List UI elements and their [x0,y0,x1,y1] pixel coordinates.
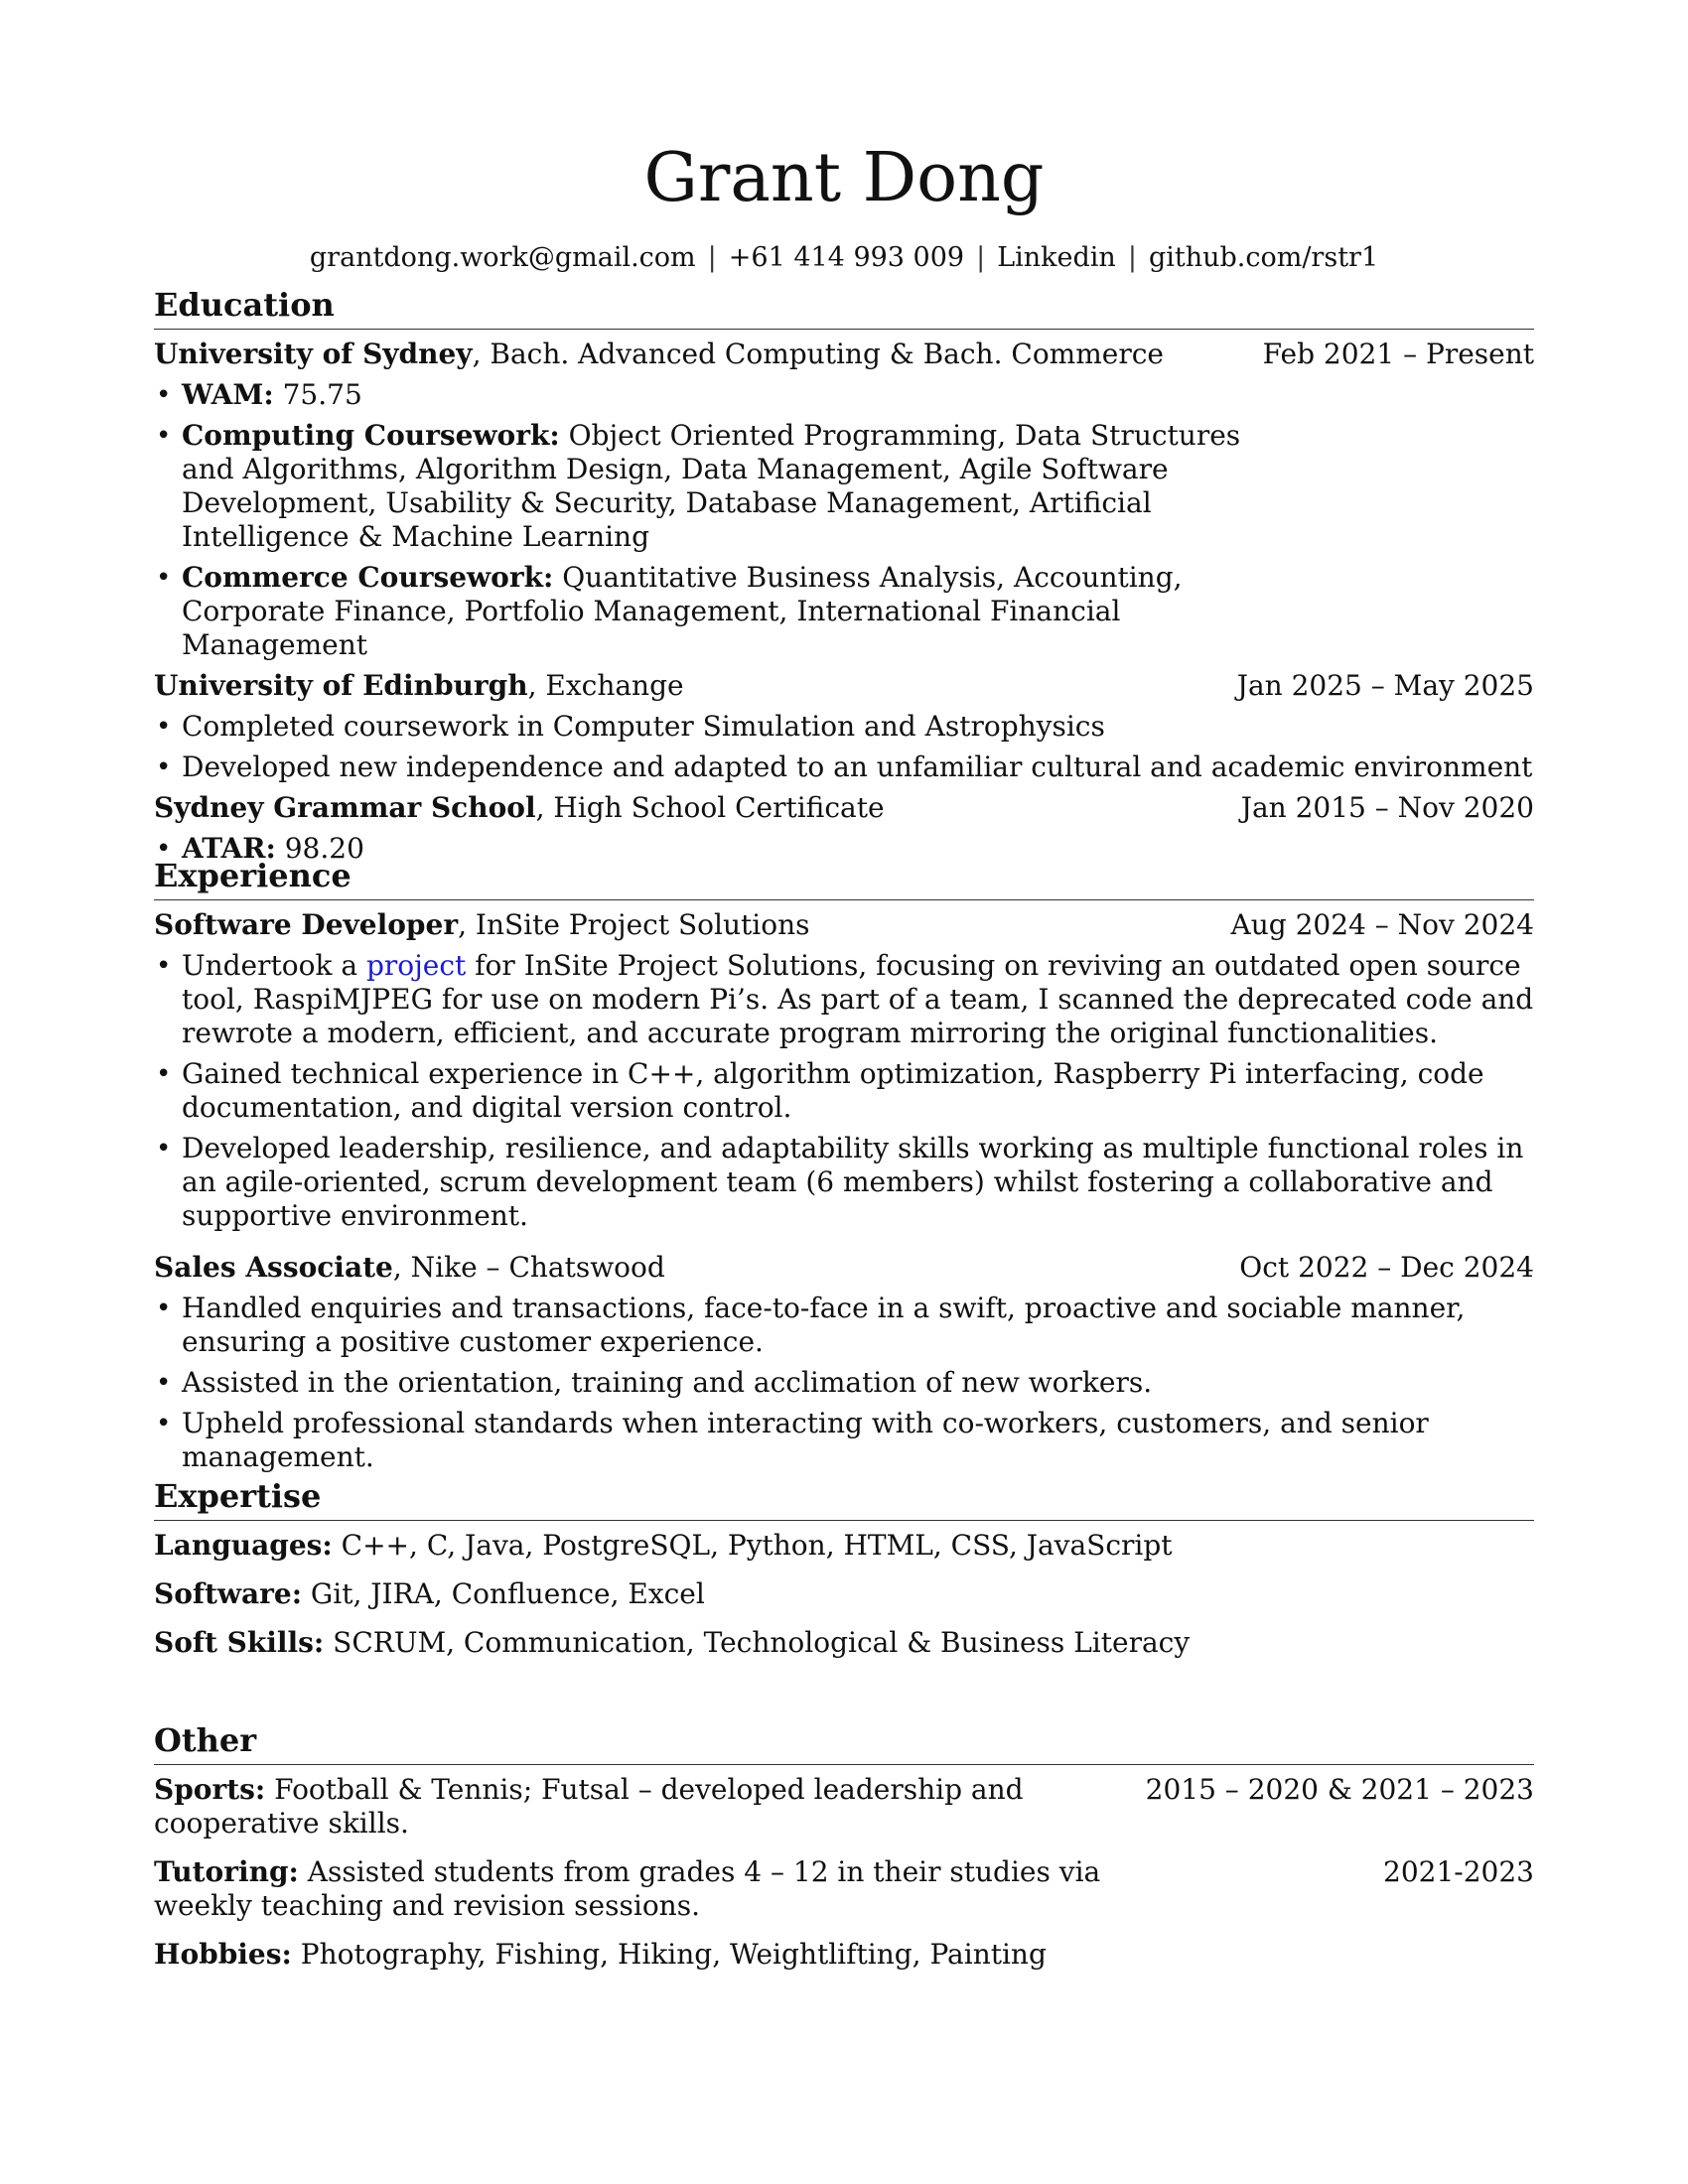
employer-name: , Nike – Chatswood [392,1251,665,1284]
degree-detail: , Bach. Advanced Computing & Bach. Commerce [472,338,1164,370]
entry-date: Feb 2021 – Present [1262,338,1534,370]
list-item [154,419,1271,554]
row-label: Sports: [154,1773,266,1806]
item-label: WAM: [182,378,274,411]
item-text: 98.20 [275,832,364,865]
institution-name: Sydney Grammar School [154,791,536,824]
project-link[interactable]: project [365,949,467,982]
list-item [154,378,1271,412]
list-item [154,949,1534,1050]
candidate-name: Grant Dong [643,139,1045,217]
list-item: • Upheld professional standards when interacting with co-workers, customers, and senior management. [154,1407,1534,1474]
employer-name: , InSite Project Solutions [458,908,810,941]
entry-date: 2021-2023 [1383,1855,1534,1888]
experience-entry [154,1251,1534,1474]
experience-section [154,856,1534,1481]
list-item: • Handled enquiries and transactions, face-to-face in a swift, proactive and sociable manner, ensuring a positive customer experience. [154,1292,1534,1359]
contact-separator: | [1127,242,1137,273]
job-title: Software Developer [154,908,459,941]
section-title: Experience [154,857,352,894]
row-label: Hobbies: [154,1938,292,1971]
row-text: Assisted students from grades 4 – 12 in their studies via weekly teaching and revision sessions. [154,1855,1101,1922]
other-section [154,1720,1534,1986]
github-link[interactable]: github.com/rstr1 [1148,242,1379,273]
email-link[interactable]: grantdong.work@gmail.com [309,242,696,273]
institution-name: University of Edinburgh [154,669,528,702]
row-text: Football & Tennis; Futsal – developed leadership and cooperative skills. [154,1773,1024,1840]
row-label: Languages: [154,1529,333,1562]
linkedin-link[interactable]: Linkedin [997,242,1116,273]
row-label: Soft Skills: [154,1626,325,1659]
list-item: • Assisted in the orientation, training and acclimation of new workers. [154,1366,1534,1400]
row-label: Tutoring: [154,1855,299,1888]
other-row [154,1938,1534,1972]
skills-row [154,1626,1534,1660]
item-text: Undertook a [182,949,366,982]
other-row [154,1773,1534,1841]
list-item [154,561,1271,662]
section-title: Other [154,1721,257,1759]
degree-detail: , Exchange [527,669,684,702]
job-title: Sales Associate [154,1251,393,1284]
row-text: SCRUM, Communication, Technological & Business Literacy [324,1626,1191,1659]
item-text: 75.75 [273,378,362,411]
entry-date: Oct 2022 – Dec 2024 [1239,1251,1534,1284]
expertise-section [154,1476,1534,1675]
education-entry [154,338,1534,662]
item-text: Developed new independence and adapted to an unfamiliar cultural and academic environment [182,751,1533,783]
row-text: Git, JIRA, Confluence, Excel [302,1577,705,1610]
phone-number: +61 414 993 009 [728,242,965,273]
item-label: ATAR: [182,832,276,865]
row-label: Software: [154,1577,303,1610]
section-divider [154,329,1534,330]
section-title: Expertise [154,1477,322,1515]
education-entry [154,669,1534,784]
row-text: C++, C, Java, PostgreSQL, Python, HTML, CSS, JavaScript [332,1529,1173,1562]
list-item [154,710,1534,744]
item-label: Computing Coursework: [182,419,560,452]
item-label: Commerce Coursework: [182,561,554,594]
item-text: Completed coursework in Computer Simulation and Astrophysics [182,710,1105,743]
section-divider [154,1520,1534,1521]
entry-date: 2015 – 2020 & 2021 – 2023 [1145,1773,1534,1806]
degree-detail: , High School Certificate [535,791,885,824]
entry-date: Aug 2024 – Nov 2024 [1230,908,1534,941]
education-section [154,285,1534,873]
contact-line [154,241,1534,275]
section-divider [154,899,1534,900]
contact-separator: | [976,242,986,273]
item-text: Object Oriented Programming, Data Structures and Algorithms, Algorithm Design, Data Management, Agile Software Development, Usability & Security, Database Management, Artificial Intelligence & Machine Learning [182,419,1241,553]
section-divider [154,1764,1534,1765]
list-item [154,751,1534,784]
education-entry [154,791,1534,866]
item-text: for InSite Project Solutions, focusing on reviving an outdated open source tool, RaspiMJPEG for use on modern Pi’s. As part of a team, I scanned the deprecated code and rewrote a modern, efficient, and accurate program mirroring the original functionalities. [182,949,1534,1049]
section-title: Education [154,286,335,324]
list-item: • Developed leadership, resilience, and adaptability skills working as multiple functional roles in an agile-oriented, scrum development team (6 members) whilst fostering a collaborative and supportive environment. [154,1132,1534,1233]
entry-date: Jan 2015 – Nov 2020 [1240,791,1534,824]
other-row [154,1855,1534,1923]
row-text: Photography, Fishing, Hiking, Weightlifting, Painting [291,1938,1047,1971]
entry-date: Jan 2025 – May 2025 [1236,669,1534,702]
experience-entry [154,908,1534,1233]
skills-row [154,1529,1534,1563]
institution-name: University of Sydney [154,338,473,370]
list-item: • Gained technical experience in C++, algorithm optimization, Raspberry Pi interfacing, code documentation, and digital version control. [154,1057,1534,1125]
skills-row [154,1577,1534,1611]
item-text: Quantitative Business Analysis, Accounting, Corporate Finance, Portfolio Management, International Financial Management [182,561,1183,661]
contact-separator: | [707,242,717,273]
